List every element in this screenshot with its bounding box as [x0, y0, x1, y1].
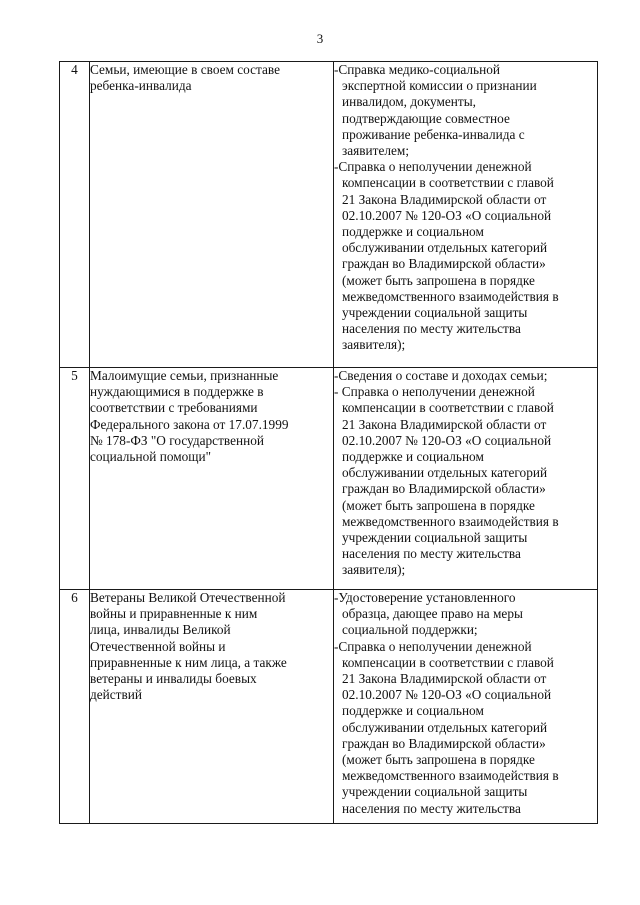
category-line: ветераны и инвалиды боевых: [90, 671, 257, 687]
document-line: учреждении социальной защиты: [342, 784, 528, 800]
document-line: 02.10.2007 № 120-ОЗ «О социальной: [342, 207, 552, 223]
document-line: -Сведения о составе и доходах семьи;: [334, 368, 548, 383]
documents-cell: [334, 62, 598, 368]
document-line: обслуживании отдельных категорий: [342, 465, 548, 481]
category-cell: [90, 62, 334, 368]
category-line: приравненные к ним лица, а также: [90, 654, 287, 670]
document-line: (может быть запрошена в порядке: [342, 752, 535, 768]
category-line: № 178-ФЗ "О государственной: [90, 432, 264, 448]
category-cell: [90, 368, 334, 590]
documents-cell: [334, 590, 598, 824]
document-line: заявителя);: [342, 562, 406, 578]
table-row: [60, 62, 598, 368]
document-line: поддержке и социальном: [342, 449, 484, 465]
document-line: учреждении социальной защиты: [342, 530, 528, 546]
document-line: проживание ребенка-инвалида с: [342, 126, 525, 142]
document-line: межведомственного взаимодействия в: [342, 513, 559, 529]
document-line: (может быть запрошена в порядке: [342, 272, 535, 288]
document-line: -Справка о неполучении денежной: [334, 159, 532, 175]
document-line: 02.10.2007 № 120-ОЗ «О социальной: [342, 432, 552, 448]
category-line: Отечественной войны и: [90, 638, 226, 654]
document-line: подтверждающие совместное: [342, 110, 510, 126]
document-line: компенсации в соответствии с главой: [342, 175, 554, 191]
document-line: -Удостоверение установленного: [334, 590, 516, 605]
document-line: населения по месту жительства: [342, 546, 521, 562]
document-line: (может быть запрошена в порядке: [342, 497, 535, 513]
category-line: социальной помощи": [90, 449, 212, 465]
document-line: межведомственного взаимодействия в: [342, 288, 559, 304]
category-line: лица, инвалиды Великой: [90, 622, 231, 638]
category-line: Ветераны Великой Отечественной: [90, 590, 286, 605]
category-line: Малоимущие семьи, признанные: [90, 368, 279, 383]
document-line: -Справка медико-социальной: [334, 62, 500, 77]
document-line: заявителя);: [342, 337, 406, 353]
table-body: [60, 62, 598, 824]
document-line: образца, дающее право на меры: [342, 606, 523, 622]
document-line: поддержке и социальном: [342, 224, 484, 240]
category-line: ребенка-инвалида: [90, 78, 192, 94]
document-line: граждан во Владимирской области»: [342, 481, 546, 497]
document-line: поддержке и социальном: [342, 703, 484, 719]
document-line: экспертной комиссии о признании: [342, 78, 537, 94]
document-line: обслуживании отдельных категорий: [342, 240, 548, 256]
benefits-table: [59, 61, 598, 824]
document-line: - Справка о неполучении денежной: [334, 384, 535, 400]
document-line: обслуживании отдельных категорий: [342, 719, 548, 735]
document-line: заявителем;: [342, 143, 410, 159]
category-line: Федерального закона от 17.07.1999: [90, 416, 289, 432]
document-line: населения по месту жительства: [342, 800, 521, 816]
table-row: [60, 590, 598, 824]
document-line: 21 Закона Владимирской области от: [342, 191, 547, 207]
row-number: 4: [60, 62, 90, 368]
category-line: войны и приравненные к ним: [90, 606, 258, 622]
document-line: -Справка о неполучении денежной: [334, 638, 532, 654]
category-line: Семьи, имеющие в своем составе: [90, 62, 281, 77]
document-line: 21 Закона Владимирской области от: [342, 416, 547, 432]
document-line: 21 Закона Владимирской области от: [342, 671, 547, 687]
table-row: [60, 368, 598, 590]
document-line: 02.10.2007 № 120-ОЗ «О социальной: [342, 687, 552, 703]
row-number: 6: [60, 590, 90, 824]
document-line: населения по месту жительства: [342, 321, 521, 337]
category-cell: [90, 590, 334, 824]
category-line: нуждающимися в поддержке в: [90, 384, 264, 400]
document-line: учреждении социальной защиты: [342, 305, 528, 321]
document-line: межведомственного взаимодействия в: [342, 768, 559, 784]
page-number: 3: [316, 31, 324, 46]
documents-cell: [334, 368, 598, 590]
document-line: граждан во Владимирской области»: [342, 735, 546, 751]
category-line: соответствии с требованиями: [90, 400, 258, 416]
category-line: действий: [90, 687, 143, 703]
document-line: инвалидом, документы,: [342, 94, 476, 110]
document-line: компенсации в соответствии с главой: [342, 654, 554, 670]
document-line: социальной поддержки;: [342, 622, 478, 638]
row-number: 5: [60, 368, 90, 590]
document-line: компенсации в соответствии с главой: [342, 400, 554, 416]
document-line: граждан во Владимирской области»: [342, 256, 546, 272]
